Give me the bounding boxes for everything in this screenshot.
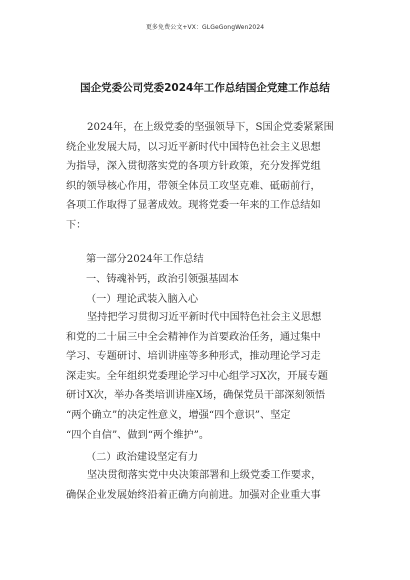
header-note: 更多免费公文+VX：GLGeGongWen2024 xyxy=(145,24,265,31)
intro-line: 各项工作取得了显著成效。现将党委一年来的工作总结如 xyxy=(66,200,321,212)
subsection-paragraph xyxy=(66,308,348,445)
paragraph-line: 坚决贯彻落实党中央决策部署和上级党委工作要求， xyxy=(87,470,322,481)
paragraph-line: 和党的二十届三中全会精神作为首要政治任务，通过集中 xyxy=(66,331,321,343)
intro-line: 织的领导核心作用，带领全体员工攻坚克难、砥砺前行， xyxy=(66,180,321,192)
subsection-heading: （二）政治建设坚定有力 xyxy=(86,452,199,463)
paragraph-line: 研讨X次，举办各类培训讲座X场，确保党员干部深刻领悟 xyxy=(66,390,326,402)
intro-line: 绕企业发展大局，以习近平新时代中国特色社会主义思想 xyxy=(66,141,321,153)
paragraph-line: 坚持把学习贯彻习近平新时代中国特色社会主义思想 xyxy=(87,312,322,323)
intro-line: 下： xyxy=(66,219,87,231)
intro-paragraph xyxy=(66,118,348,236)
paragraph-line: 学习、专题研讨、培训讲座等多种形式，推动理论学习走 xyxy=(66,351,321,363)
section-heading: 一、铸魂补钙，政治引领强基固本 xyxy=(86,274,239,285)
part-heading: 第一部分2024年工作总结 xyxy=(86,254,204,265)
document-title: 国企党委公司党委2024年工作总结国企党建工作总结 xyxy=(80,82,330,94)
intro-line: 为指导，深入贯彻落实党的各项方针政策，充分发挥党组 xyxy=(66,161,321,173)
paragraph-line: 深走实。全年组织党委理论学习中心组学习X次，开展专题 xyxy=(66,370,328,382)
subsection-paragraph xyxy=(66,466,348,505)
intro-line: 2024年，在上级党委的坚强领导下，S国企党委紧紧围 xyxy=(87,122,334,133)
paragraph-line: 确保企业发展始终沿着正确方向前进。加强对企业重大事 xyxy=(66,489,321,501)
paragraph-line: “四个自信”、做到“两个维护”。 xyxy=(66,429,210,441)
paragraph-line: “两个确立”的决定性意义，增强“四个意识”、坚定 xyxy=(66,409,291,421)
subsection-heading: （一）理论武装入脑入心 xyxy=(86,294,199,305)
